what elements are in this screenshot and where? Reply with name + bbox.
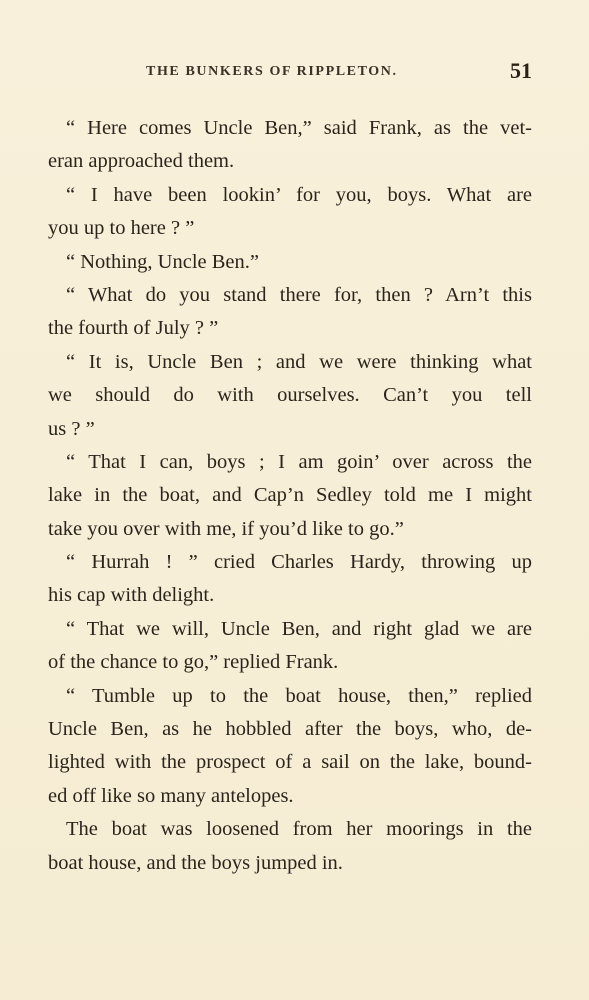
text-line: eran approached them. [48,150,235,173]
text-line: “ That we will, Uncle Ben, and right glad we are [66,617,532,640]
text-line: the fourth of July ? ” [48,317,219,340]
page-header [48,58,532,88]
text-line: “ That I can, boys ; I am goin’ over across the [66,450,532,473]
text-line: his cap with delight. [48,584,215,607]
body-text [48,112,532,880]
text-line: ed off like so many antelopes. [48,784,294,807]
text-line: Uncle Ben, as he hobbled after the boys, who, de- [48,718,532,741]
text-line: boat house, and the boys jumped in. [48,851,343,874]
text-line: “ Nothing, Uncle Ben.” [66,250,259,273]
text-line: “ I have been lookin’ for you, boys. What are [66,183,532,206]
text-line: “ It is, Uncle Ben ; and we were thinking what [66,350,532,373]
text-line: “ Here comes Uncle Ben,” said Frank, as the vet- [66,117,532,139]
text-line: take you over with me, if you’d like to go.” [48,517,404,540]
text-line: us ? ” [48,417,95,440]
text-line: “ What do you stand there for, then ? Arn’t this [66,283,532,306]
text-line: you up to here ? ” [48,217,195,240]
text-line: The boat was loosened from her moorings in the [66,818,532,841]
text-line: “ Tumble up to the boat house, then,” replied [66,684,532,707]
text-line: lighted with the prospect of a sail on the lake, bound- [48,751,532,774]
running-title: THE BUNKERS OF RIPPLETON. [146,64,398,79]
text-line: “ Hurrah ! ” cried Charles Hardy, throwing up [66,551,532,574]
text-line: we should do with ourselves. Can’t you tell [48,384,532,407]
page-number: 51 [510,58,532,83]
text-line: lake in the boat, and Cap’n Sedley told me I might [48,484,532,507]
text-line: of the chance to go,” replied Frank. [48,651,339,674]
